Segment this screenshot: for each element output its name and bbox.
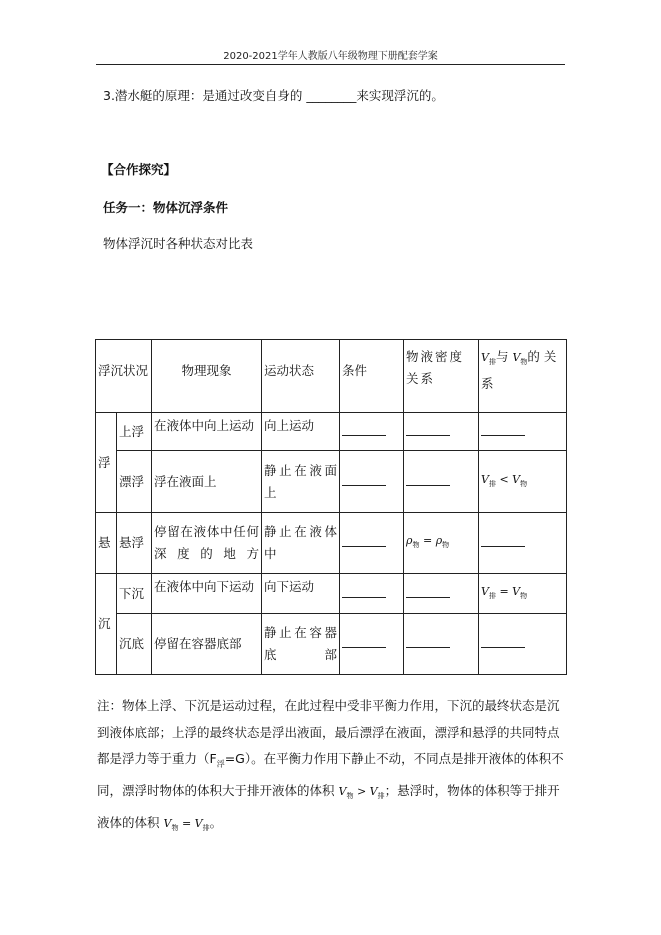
task-title: 任务一：物体沉浮条件 bbox=[103, 200, 229, 215]
blank-cell bbox=[404, 413, 479, 451]
row-phenomenon: 停留在液体中任何深度的地方 bbox=[152, 513, 262, 574]
header-condition: 条件 bbox=[340, 340, 404, 413]
header-divider bbox=[96, 64, 565, 65]
header-v-wu: $V_物$ bbox=[512, 351, 528, 367]
section-title: 【合作探究】 bbox=[101, 162, 177, 177]
row-phenomenon: 在液体中向上运动 bbox=[152, 413, 262, 451]
note-relation-2: $V_物 = V_排$ bbox=[163, 816, 210, 832]
blank-cell bbox=[404, 451, 479, 513]
row-chendi bbox=[96, 614, 567, 675]
blank-cell bbox=[340, 574, 404, 614]
row-motion: 静止在液体中 bbox=[262, 513, 340, 574]
question-3 bbox=[103, 86, 444, 104]
relation-rho-eq: $\rho_物 = \rho_物$ bbox=[406, 534, 450, 550]
blank-cell bbox=[340, 451, 404, 513]
header-v-pai: $V_排$ bbox=[481, 351, 496, 367]
row-xiachen bbox=[96, 574, 567, 614]
row-xuanfu bbox=[96, 513, 567, 574]
relation-vpai-eq-vwu: $V_排 = V_物$ bbox=[481, 584, 528, 601]
page-header: 2020-2021学年人教版八年级物理下册配套学案 bbox=[223, 51, 438, 62]
blank-cell bbox=[340, 614, 404, 675]
header-density: 物液密度关系 bbox=[404, 340, 479, 413]
relation-cell bbox=[404, 513, 479, 574]
row-motion: 静止在液面上 bbox=[262, 451, 340, 513]
group-chen: 沉 bbox=[96, 574, 117, 675]
row-phenomenon: 停留在容器底部 bbox=[152, 614, 262, 675]
row-phenomenon: 在液体中向下运动 bbox=[152, 574, 262, 614]
note-text-3: ；悬浮时，物体的体积等于排开液体的体积 bbox=[97, 783, 560, 830]
blank-cell bbox=[404, 574, 479, 614]
row-shangfu bbox=[96, 413, 567, 451]
header-volume: $V_排$与 $V_物$的关系 bbox=[479, 340, 567, 413]
note-relation-1: $V_物 > V_排$ bbox=[338, 785, 385, 801]
q3-blank: ________ bbox=[306, 88, 357, 103]
header-motion: 运动状态 bbox=[262, 340, 340, 413]
note-paragraph bbox=[97, 693, 567, 841]
row-name: 上浮 bbox=[117, 413, 152, 451]
note-text-4: 。 bbox=[209, 814, 223, 830]
q3-suffix: 来实现浮沉的。 bbox=[356, 88, 444, 103]
relation-vpai-lt-vwu: $V_排 < V_物$ bbox=[481, 472, 528, 489]
blank-cell bbox=[404, 614, 479, 675]
row-motion: 向下运动 bbox=[262, 574, 340, 614]
blank-cell bbox=[479, 614, 567, 675]
row-name: 下沉 bbox=[117, 574, 152, 614]
note-text-1-sub: 浮 bbox=[216, 759, 225, 769]
table-header-row bbox=[96, 340, 567, 413]
row-name: 沉底 bbox=[117, 614, 152, 675]
row-phenomenon: 浮在液面上 bbox=[152, 451, 262, 513]
row-name: 漂浮 bbox=[117, 451, 152, 513]
header-status: 浮沉状况 bbox=[96, 340, 152, 413]
blank-cell bbox=[340, 413, 404, 451]
note-text-1: 注：物体上浮、下沉是运动过程，在此过程中受非平衡力作用，下沉的最终状态是沉到液体底部；上浮的最终状态是浮出液面，最后漂浮在液面，漂浮和悬浮的共同特点都是浮力等于重力（F bbox=[97, 698, 560, 766]
group-xuan: 悬 bbox=[96, 513, 117, 574]
relation-cell bbox=[479, 574, 567, 614]
row-piaofu bbox=[96, 451, 567, 513]
q3-prefix: 3.潜水艇的原理：是通过改变自身的 bbox=[103, 88, 303, 103]
header-phenomenon: 物理现象 bbox=[152, 340, 262, 413]
group-fu: 浮 bbox=[96, 413, 117, 513]
table-caption: 物体浮沉时各种状态对比表 bbox=[103, 236, 254, 251]
relation-cell bbox=[479, 451, 567, 513]
float-sink-table bbox=[95, 339, 567, 675]
row-motion: 向上运动 bbox=[262, 413, 340, 451]
row-motion: 静止在容器底部 bbox=[262, 614, 340, 675]
row-name: 悬浮 bbox=[117, 513, 152, 574]
blank-cell bbox=[479, 513, 567, 574]
note-text-2: =G）。在平衡力作用下静止不动，不同点是排开液体的体积不同，漂浮时物体的体积大于排开液体的体积 bbox=[97, 751, 564, 798]
blank-cell bbox=[340, 513, 404, 574]
blank-cell bbox=[479, 413, 567, 451]
